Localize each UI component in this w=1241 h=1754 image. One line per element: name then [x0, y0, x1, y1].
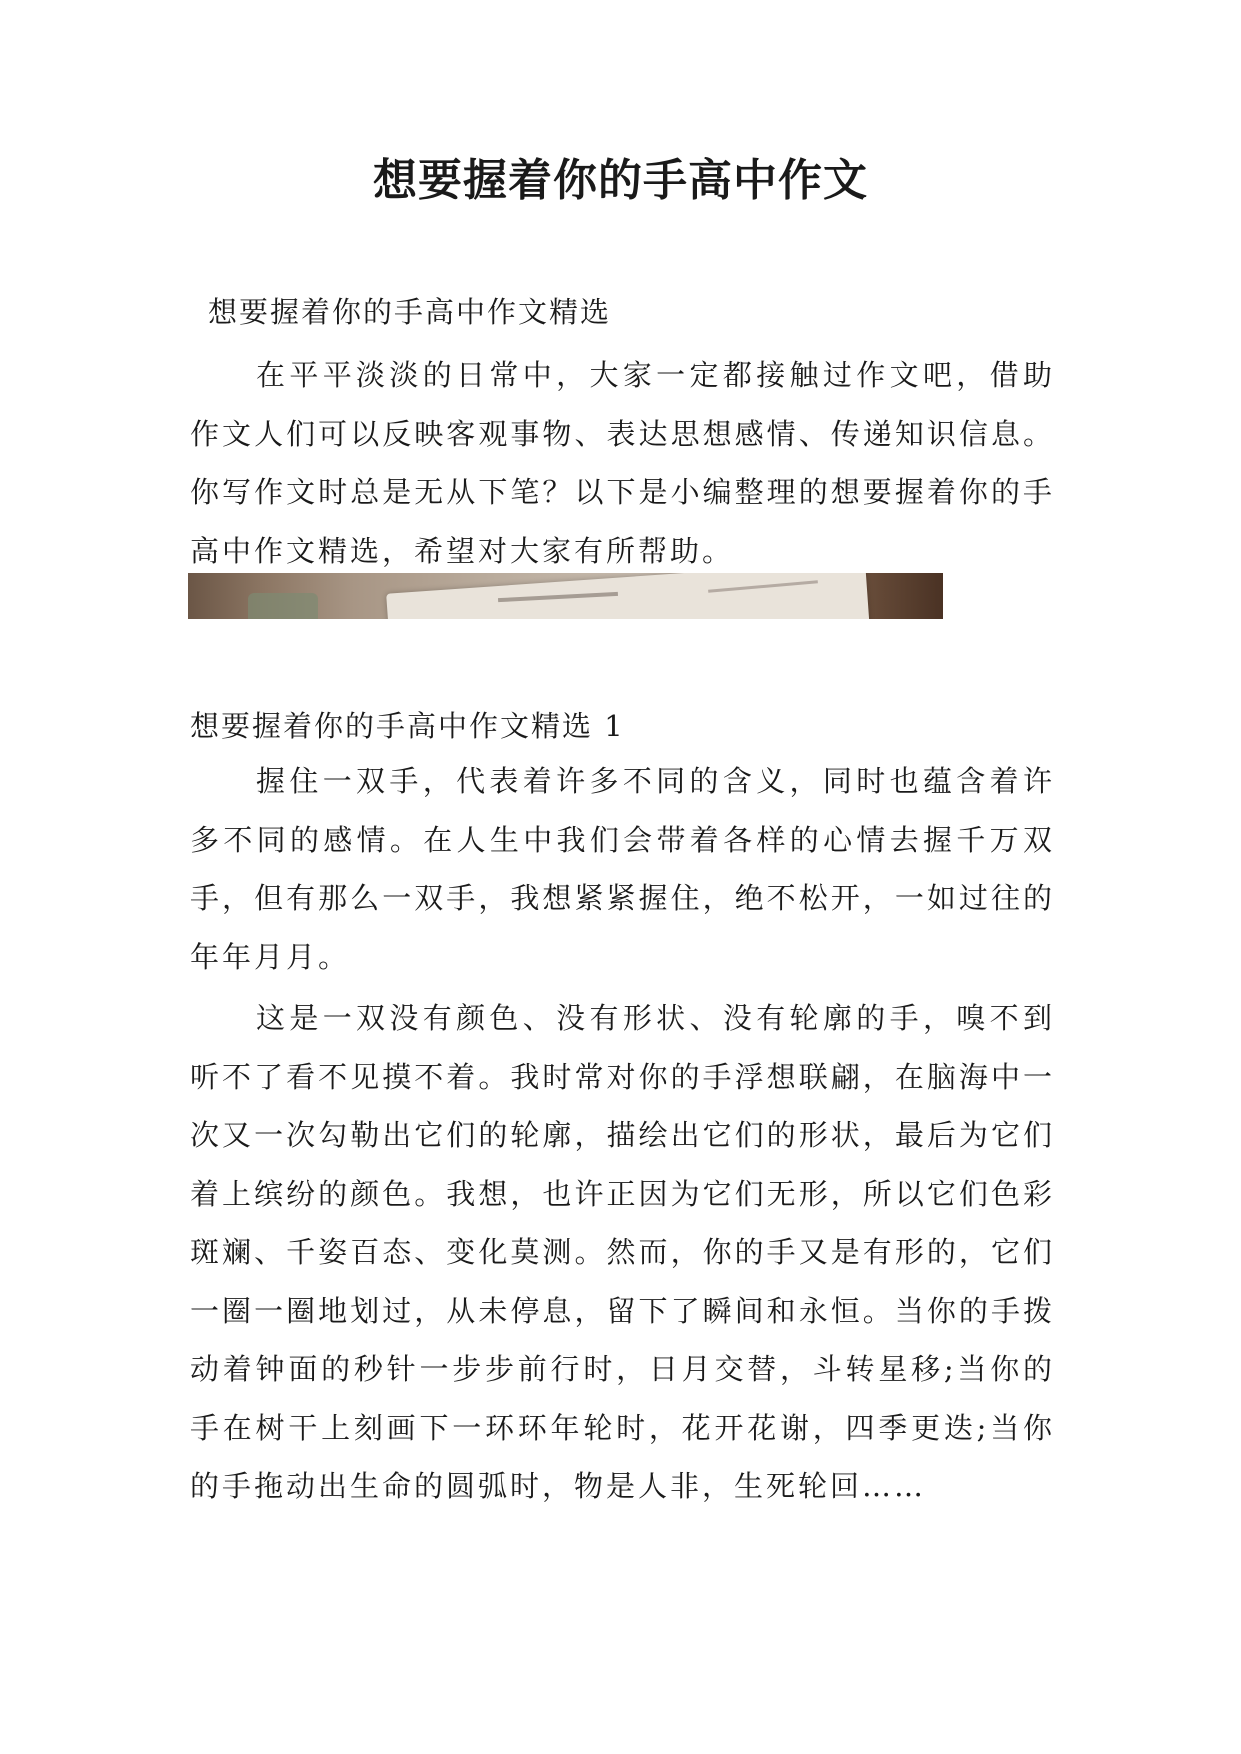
document-subtitle: 想要握着你的手高中作文精选: [208, 295, 612, 329]
body-paragraph: 握住一双手，代表着许多不同的含义，同时也蕴含着许多不同的感情。在人生中我们会带着各样的心情去握千万双手，但有那么一双手，我想紧紧握住，绝不松开，一如过往的年年月月。: [190, 764, 1055, 974]
document-title: 想要握着你的手高中作文: [373, 155, 868, 206]
banner-paper-shape: [386, 573, 870, 619]
banner-image: [188, 573, 943, 619]
banner-object-shape: [248, 593, 318, 619]
intro-paragraph: 在平平淡淡的日常中，大家一定都接触过作文吧，借助作文人们可以反映客观事物、表达思想感情、传递知识信息。你写作文时总是无从下笔？以下是小编整理的想要握着你的手高中作文精选，希望对大家有所帮助。: [190, 358, 1055, 568]
body-paragraph: 这是一双没有颜色、没有形状、没有轮廓的手，嗅不到听不了看不见摸不着。我时常对你的手浮想联翩，在脑海中一次又一次勾勒出它们的轮廓，描绘出它们的形状，最后为它们着上缤纷的颜色。我想，也许正因为它们无形，所以它们色彩斑斓、千姿百态、变化莫测。然而，你的手又是有形的，它们一圈一圈地划过，从未停息，留下了瞬间和永恒。当你的手拨动着钟面的秒针一步步前行时，日月交替，斗转星移;当你的手在树干上刻画下一环环年轮时，花开花谢，四季更迭;当你的手拖动出生命的圆弧时，物是人非，生死轮回……: [190, 1001, 1055, 1503]
section-title: 想要握着你的手高中作文精选 1: [190, 709, 625, 743]
